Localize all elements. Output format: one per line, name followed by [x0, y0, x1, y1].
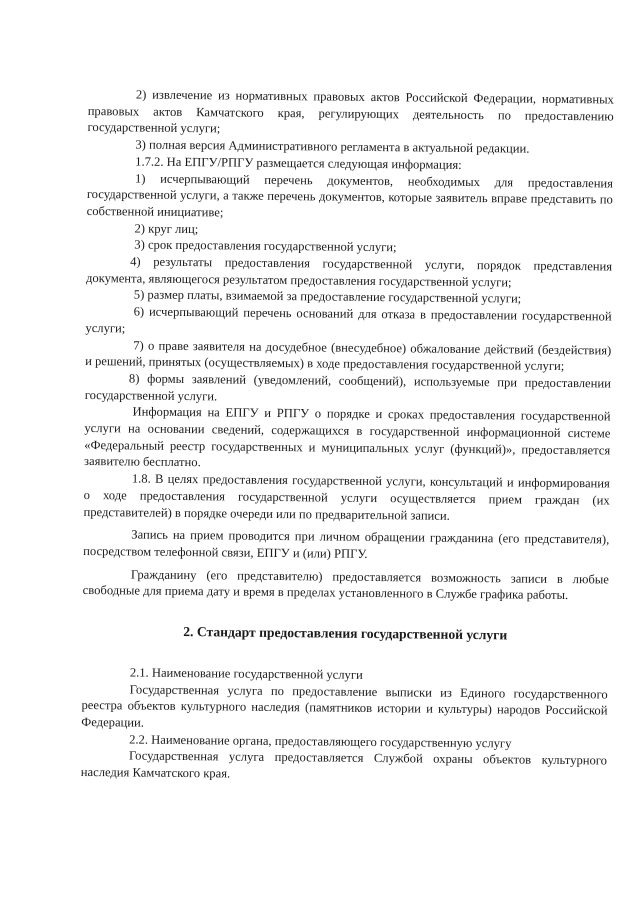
- list-item-appeal-right: 7) о праве заявителя на досудебное (внесудебное) обжалование действий (бездействия) и решений, принятых (осуществляемых) в ходе предоставления государственной услуги;: [85, 338, 612, 374]
- paragraph-reception: 1.8. В целях предоставления государственной услуги, консультаций и информирования о ходе предоставления государственной услуги осуществляется прием граждан (их представителей) в порядке очереди или по предварительной записи.: [83, 471, 610, 523]
- list-item-results: 4) результаты предоставления государственной услуги, порядок представления документа, являющегося результатом предоставления государственной услуги;: [85, 254, 613, 290]
- list-item-forms: 8) формы заявлений (уведомлений, сообщений), используемые при предоставлении государственной услуги.: [84, 371, 611, 404]
- paragraph-info-free: Информация на ЕПГУ и РПГУ о порядке и сроках предоставления государственной услуги на основании сведений, содержащихся в государственной информационной системе «Федеральный реестр государственных и муниципальных услуг (функций)», предоставляется заявителю бесплатно.: [83, 404, 611, 470]
- paragraph-authority-title: 2.2. Наименование органа, предоставляющего государственную услугу: [129, 732, 512, 751]
- paragraph-service-name: Государственная услуга по предоставление выписки из Единого государственного реестра объектов культурного наследия (памятников истории и культуры) народов Российской Федерации.: [81, 681, 608, 730]
- paragraph-authority: Государственная услуга предоставляется Службой охраны объектов культурного наследия Камчатского края.: [80, 748, 608, 781]
- list-item-documents: 1) исчерпывающий перечень документов, необходимых для предоставления государственной услуги, а также перечень документов, которые заявитель вправе представить по собственной инициативе;: [86, 171, 614, 220]
- list-item-fee: 5) размер платы, взимаемой за предоставление государственной услуги;: [133, 287, 522, 306]
- paragraph-full-version: 3) полная версия Административного регламента в актуальной редакции.: [135, 137, 530, 156]
- list-item-persons: 2) круг лиц;: [134, 221, 199, 236]
- paragraph-extract-acts: 2) извлечение из нормативных правовых актов Российской Федерации, нормативных правовых актов Камчатского края, регулирующих деятельность по предоставлению государственной услуги;: [87, 87, 614, 136]
- paragraph-epgu-info: 1.7.2. На ЕПГУ/РПГУ размещается следующая информация:: [135, 154, 462, 172]
- list-item-refusal-grounds: 6) исчерпывающий перечень оснований для отказа в предоставлении государственной услуги;: [85, 304, 612, 336]
- paragraph-citizen-booking: Гражданину (его представителю) предоставляется возможность записи в любые свободные для приема дату и время в пределах установленного в Службе графика работы.: [82, 567, 609, 603]
- section-heading: 2. Стандарт предоставления государственной услуги: [183, 624, 508, 643]
- list-item-term: 3) срок предоставления государственной услуги;: [134, 237, 397, 255]
- paragraph-appointment: Запись на прием проводится при личном обращении гражданина (его представителя), посредством телефонной связи, ЕПГУ и (или) РПГУ.: [83, 527, 610, 561]
- paragraph-service-name-title: 2.1. Наименование государственной услуги: [129, 665, 363, 682]
- document-page: [81, 86, 614, 786]
